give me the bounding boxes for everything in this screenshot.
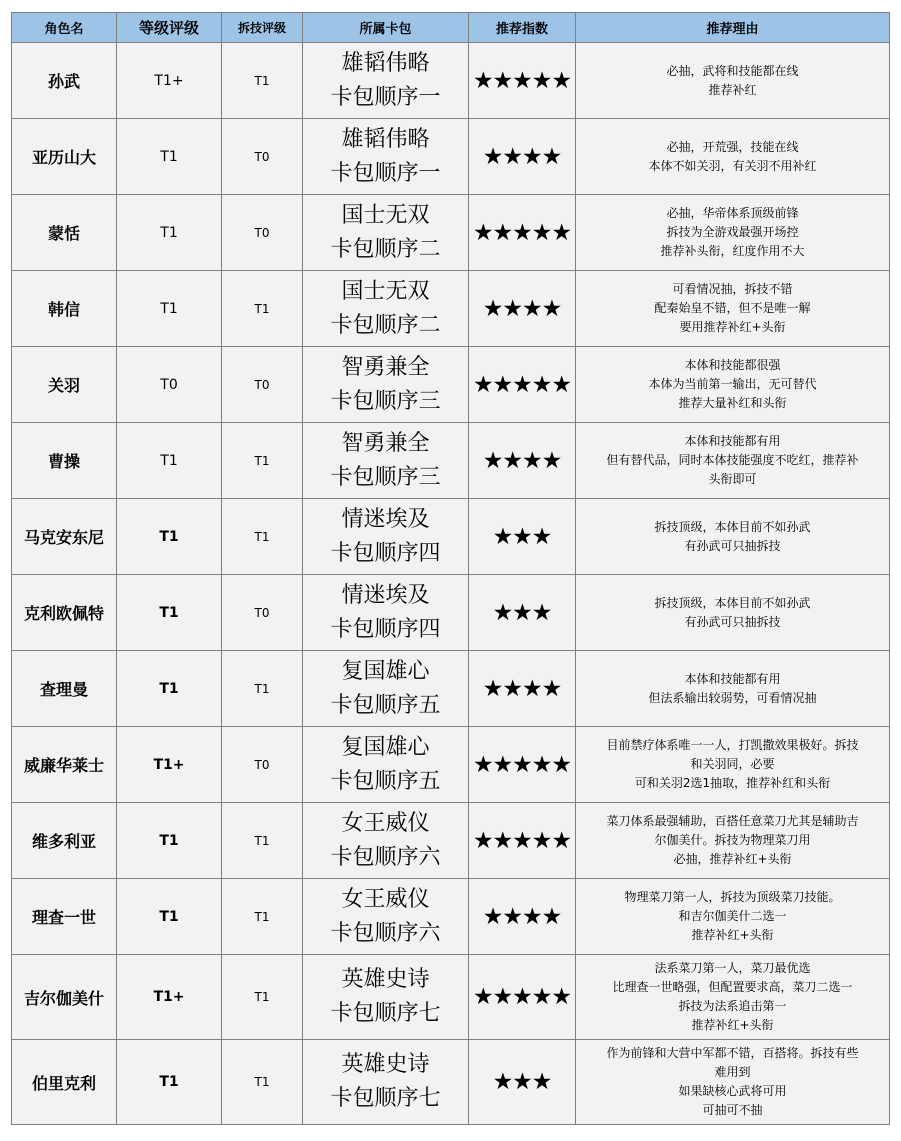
pack-order: 卡包顺序二 — [330, 236, 441, 262]
pack-order: 卡包顺序二 — [330, 312, 441, 338]
pack-order: 卡包顺序七 — [330, 1086, 441, 1111]
star-rating: ★★★★ — [469, 651, 576, 727]
star-rating: ★★★★ — [469, 423, 576, 499]
recommendation-table — [11, 12, 890, 1125]
reason-text — [576, 879, 890, 955]
card-pack — [303, 727, 469, 803]
split-rating: T0 — [222, 195, 303, 271]
card-pack — [303, 575, 469, 651]
reason-line: 有孙武可只抽拆技 — [684, 614, 781, 629]
role-name: 吉尔伽美什 — [12, 955, 117, 1040]
reason-line: 物理菜刀第一人，拆技为顶级菜刀技能。 — [624, 890, 841, 904]
card-pack — [303, 43, 469, 119]
reason-text — [576, 803, 890, 879]
card-pack — [303, 423, 469, 499]
reason-text — [576, 195, 890, 271]
reason-line: 但有替代品，同时本体技能强度不吃红，推荐补 — [606, 453, 859, 467]
pack-order: 卡包顺序三 — [330, 464, 441, 490]
role-name: 查理曼 — [12, 651, 117, 727]
role-name: 马克安东尼 — [12, 499, 117, 575]
reason-text — [576, 651, 890, 727]
reason-line: 推荐补红+头衔 — [691, 928, 774, 942]
reason-line: 难用到 — [714, 1065, 751, 1079]
role-name: 维多利亚 — [12, 803, 117, 879]
pack-name: 英雄史诗 — [341, 967, 430, 992]
pack-name: 女王威仪 — [341, 886, 430, 912]
tier-rating: T1 — [117, 575, 222, 651]
tier-rating: T1 — [117, 195, 222, 271]
star-rating: ★★★ — [469, 575, 576, 651]
tier-rating: T1 — [117, 499, 222, 575]
reason-text — [576, 727, 890, 803]
split-rating: T1 — [222, 803, 303, 879]
header-index: 推荐指数 — [469, 13, 576, 43]
reason-text — [576, 499, 890, 575]
reason-line: 拆技顶级，本体目前不如孙武 — [654, 595, 811, 610]
reason-line: 可和关羽2选1抽取，推荐补红和头衔 — [634, 776, 831, 790]
split-rating: T1 — [222, 499, 303, 575]
card-pack — [303, 499, 469, 575]
star-rating: ★★★★★ — [469, 347, 576, 423]
split-rating: T1 — [222, 955, 303, 1040]
reason-text — [576, 423, 890, 499]
star-rating: ★★★★★ — [469, 195, 576, 271]
reason-line: 必抽，华帝体系顶级前锋 — [666, 206, 799, 220]
card-pack — [303, 1040, 469, 1125]
star-rating: ★★★★★ — [469, 955, 576, 1040]
header-name: 角色名 — [12, 13, 117, 43]
star-rating: ★★★ — [469, 499, 576, 575]
card-pack — [303, 651, 469, 727]
pack-name: 国士无双 — [341, 202, 430, 228]
pack-name: 雄韬伟略 — [341, 50, 430, 76]
header-row — [12, 13, 890, 43]
reason-line: 有孙武可只抽拆技 — [684, 538, 781, 553]
tier-rating: T1+ — [117, 43, 222, 119]
reason-line: 本体和技能都很强 — [684, 358, 781, 372]
tier-rating: T1 — [117, 1040, 222, 1125]
star-rating: ★★★★★ — [469, 43, 576, 119]
table-row — [12, 271, 890, 347]
role-name: 伯里克利 — [12, 1040, 117, 1125]
table-row — [12, 423, 890, 499]
table-row — [12, 955, 890, 1040]
role-name: 关羽 — [12, 347, 117, 423]
reason-text — [576, 43, 890, 119]
reason-line: 目前禁疗体系唯一一人，打凯撒效果极好。拆技 — [606, 738, 859, 752]
reason-line: 拆技为全游戏最强开场控 — [666, 225, 799, 239]
table-row — [12, 879, 890, 955]
pack-name: 国士无双 — [341, 278, 430, 304]
reason-line: 菜刀体系最强辅助，百搭任意菜刀尤其是辅助吉 — [606, 814, 859, 828]
tier-rating: T1 — [117, 651, 222, 727]
table-row — [12, 347, 890, 423]
pack-order: 卡包顺序五 — [330, 692, 441, 718]
card-pack — [303, 119, 469, 195]
reason-line: 本体为当前第一输出，无可替代 — [648, 377, 817, 391]
pack-name: 情迷埃及 — [341, 506, 430, 532]
reason-text — [576, 575, 890, 651]
star-rating: ★★★ — [469, 1040, 576, 1125]
pack-name: 复国雄心 — [341, 734, 430, 760]
reason-line: 推荐补红+头衔 — [691, 1018, 774, 1032]
pack-order: 卡包顺序四 — [330, 540, 441, 566]
tier-rating: T1+ — [117, 727, 222, 803]
table-row — [12, 195, 890, 271]
reason-line: 必抽，开荒强，技能在线 — [666, 139, 799, 154]
split-rating: T1 — [222, 423, 303, 499]
pack-order: 卡包顺序一 — [330, 84, 441, 110]
role-name: 威廉华莱士 — [12, 727, 117, 803]
reason-line: 拆技为法系追击第一 — [678, 999, 787, 1013]
reason-line: 如果缺核心武将可用 — [678, 1084, 787, 1098]
split-rating: T0 — [222, 119, 303, 195]
reason-line: 头衔即可 — [708, 472, 757, 486]
tier-rating: T1 — [117, 271, 222, 347]
split-rating: T1 — [222, 43, 303, 119]
reason-line: 可抽可不抽 — [702, 1103, 763, 1117]
reason-line: 本体和技能都有用 — [684, 671, 781, 686]
split-rating: T0 — [222, 347, 303, 423]
card-pack — [303, 955, 469, 1040]
star-rating: ★★★★★ — [469, 803, 576, 879]
reason-line: 作为前锋和大营中军都不错，百搭将。拆技有些 — [606, 1046, 859, 1060]
reason-line: 但法系输出较弱势，可看情况抽 — [648, 690, 817, 705]
reason-text — [576, 271, 890, 347]
pack-name: 雄韬伟略 — [341, 126, 430, 152]
reason-text — [576, 119, 890, 195]
pack-order: 卡包顺序四 — [330, 616, 441, 642]
reason-line: 比理查一世略强，但配置要求高，菜刀二选一 — [612, 980, 853, 994]
reason-line: 尔伽美什。拆技为物理菜刀用 — [654, 833, 811, 847]
pack-name: 英雄史诗 — [341, 1052, 430, 1077]
card-pack — [303, 347, 469, 423]
pack-order: 卡包顺序六 — [330, 844, 441, 870]
split-rating: T1 — [222, 879, 303, 955]
header-split: 拆技评级 — [222, 13, 303, 43]
header-pack: 所属卡包 — [303, 13, 469, 43]
role-name: 孙武 — [12, 43, 117, 119]
tier-rating: T1 — [117, 119, 222, 195]
tier-rating: T1 — [117, 879, 222, 955]
table-row — [12, 727, 890, 803]
pack-name: 复国雄心 — [341, 658, 430, 684]
star-rating: ★★★★★ — [469, 727, 576, 803]
reason-line: 本体不如关羽，有关羽不用补红 — [648, 158, 817, 173]
table-row — [12, 1040, 890, 1125]
pack-order: 卡包顺序三 — [330, 388, 441, 414]
split-rating: T0 — [222, 727, 303, 803]
pack-name: 情迷埃及 — [341, 582, 430, 608]
reason-line: 推荐大量补红和头衔 — [678, 396, 787, 410]
reason-line: 必抽，武将和技能都在线 — [666, 63, 799, 78]
reason-line: 和吉尔伽美什二选一 — [678, 909, 787, 923]
table-row — [12, 651, 890, 727]
card-pack — [303, 271, 469, 347]
reason-line: 要用推荐补红+头衔 — [679, 320, 786, 334]
star-rating: ★★★★ — [469, 271, 576, 347]
pack-order: 卡包顺序五 — [330, 768, 441, 794]
table-row — [12, 575, 890, 651]
reason-text — [576, 1040, 890, 1125]
split-rating: T1 — [222, 1040, 303, 1125]
role-name: 理查一世 — [12, 879, 117, 955]
star-rating: ★★★★ — [469, 119, 576, 195]
reason-line: 法系菜刀第一人，菜刀最优选 — [654, 961, 811, 975]
reason-text — [576, 955, 890, 1040]
pack-order: 卡包顺序七 — [330, 1001, 441, 1026]
table-row — [12, 119, 890, 195]
split-rating: T1 — [222, 651, 303, 727]
split-rating: T0 — [222, 575, 303, 651]
reason-line: 和关羽同，必要 — [690, 757, 775, 771]
tier-rating: T1+ — [117, 955, 222, 1040]
role-name: 克利欧佩特 — [12, 575, 117, 651]
reason-line: 拆技顶级，本体目前不如孙武 — [654, 519, 811, 534]
table-body — [12, 43, 890, 1125]
pack-order: 卡包顺序六 — [330, 920, 441, 946]
reason-text — [576, 347, 890, 423]
pack-order: 卡包顺序一 — [330, 160, 441, 186]
table-row — [12, 803, 890, 879]
reason-line: 推荐补头衔，红度作用不大 — [660, 244, 805, 258]
tier-rating: T0 — [117, 347, 222, 423]
pack-name: 智勇兼全 — [341, 354, 430, 380]
pack-name: 智勇兼全 — [341, 430, 430, 456]
tier-rating: T1 — [117, 803, 222, 879]
card-pack — [303, 879, 469, 955]
header-reason: 推荐理由 — [576, 13, 890, 43]
reason-line: 可看情况抽，拆技不错 — [672, 282, 793, 296]
star-rating: ★★★★ — [469, 879, 576, 955]
reason-line: 本体和技能都有用 — [684, 434, 781, 448]
card-pack — [303, 803, 469, 879]
reason-line: 必抽，推荐补红+头衔 — [673, 852, 792, 866]
role-name: 亚历山大 — [12, 119, 117, 195]
split-rating: T1 — [222, 271, 303, 347]
card-pack — [303, 195, 469, 271]
reason-line: 推荐补红 — [708, 82, 757, 97]
table-row — [12, 499, 890, 575]
header-tier: 等级评级 — [117, 13, 222, 43]
role-name: 曹操 — [12, 423, 117, 499]
pack-name: 女王威仪 — [341, 810, 430, 836]
table-row — [12, 43, 890, 119]
tier-rating: T1 — [117, 423, 222, 499]
role-name: 韩信 — [12, 271, 117, 347]
role-name: 蒙恬 — [12, 195, 117, 271]
reason-line: 配秦始皇不错，但不是唯一解 — [654, 301, 811, 315]
